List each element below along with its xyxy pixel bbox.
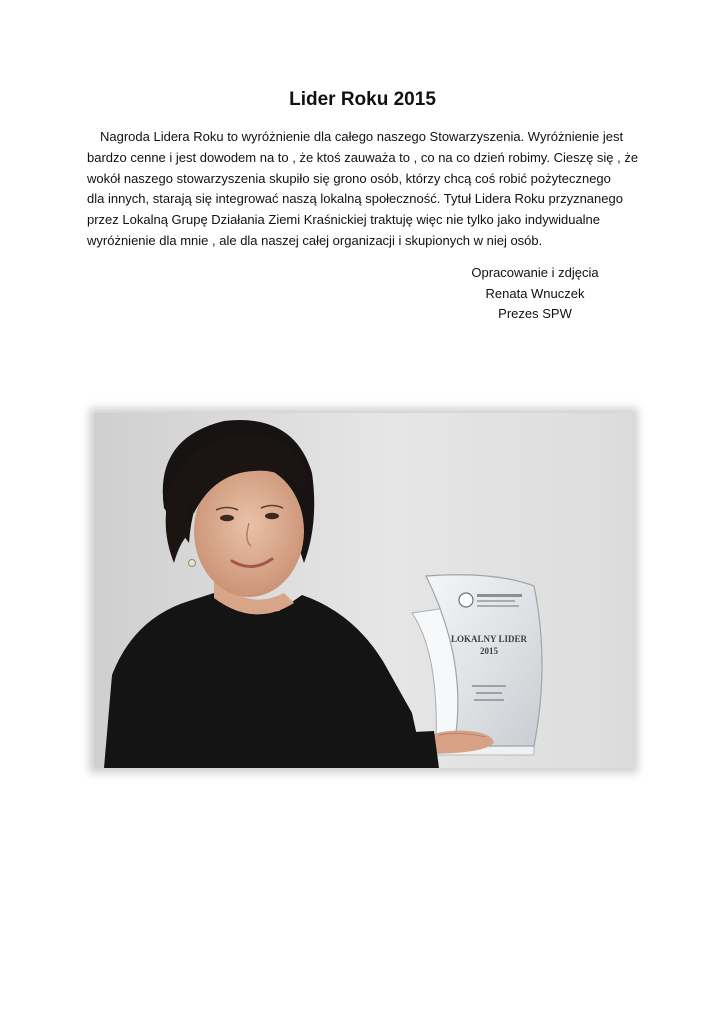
paragraph-line: bardzo cenne i jest dowodem na to , że ktoś zauważa to , co na co dzień robimy. Cieszę się , że [87,149,639,165]
paragraph-line: przez Lokalną Grupę Działania Ziemi Kraśnickiej traktuję więc nie tylko jako indywidualne [87,212,601,228]
trophy-year: 2015 [480,646,498,656]
signature-author: Renata Wnuczek [485,285,585,301]
signature-credit: Opracowanie i zdjęcia [471,265,599,280]
document-title: Lider Roku 2015 [289,89,436,110]
photo-illustration [94,413,633,768]
body-paragraph [87,127,647,252]
signature-block [440,263,630,325]
trophy-title: LOKALNY LIDER [451,634,527,644]
paragraph-line: wokół naszego stowarzyszenia skupiło się grono osób, którzy chcą coś robić pożytecznego [87,170,611,186]
signature-role: Prezes SPW [498,306,572,321]
paragraph-line: Nagroda Lidera Roku to wyróżnienie dla całego naszego Stowarzyszenia. Wyróżnienie jest [100,129,624,144]
paragraph-line: wyróżnienie dla mnie , ale dla naszej całej organizacji i skupionych w niej osób. [87,232,543,248]
paragraph-line: dla innych, starają się integrować naszą lokalną społeczność. Tytuł Lidera Roku przyznanego [87,191,623,207]
award-photo [94,413,633,768]
